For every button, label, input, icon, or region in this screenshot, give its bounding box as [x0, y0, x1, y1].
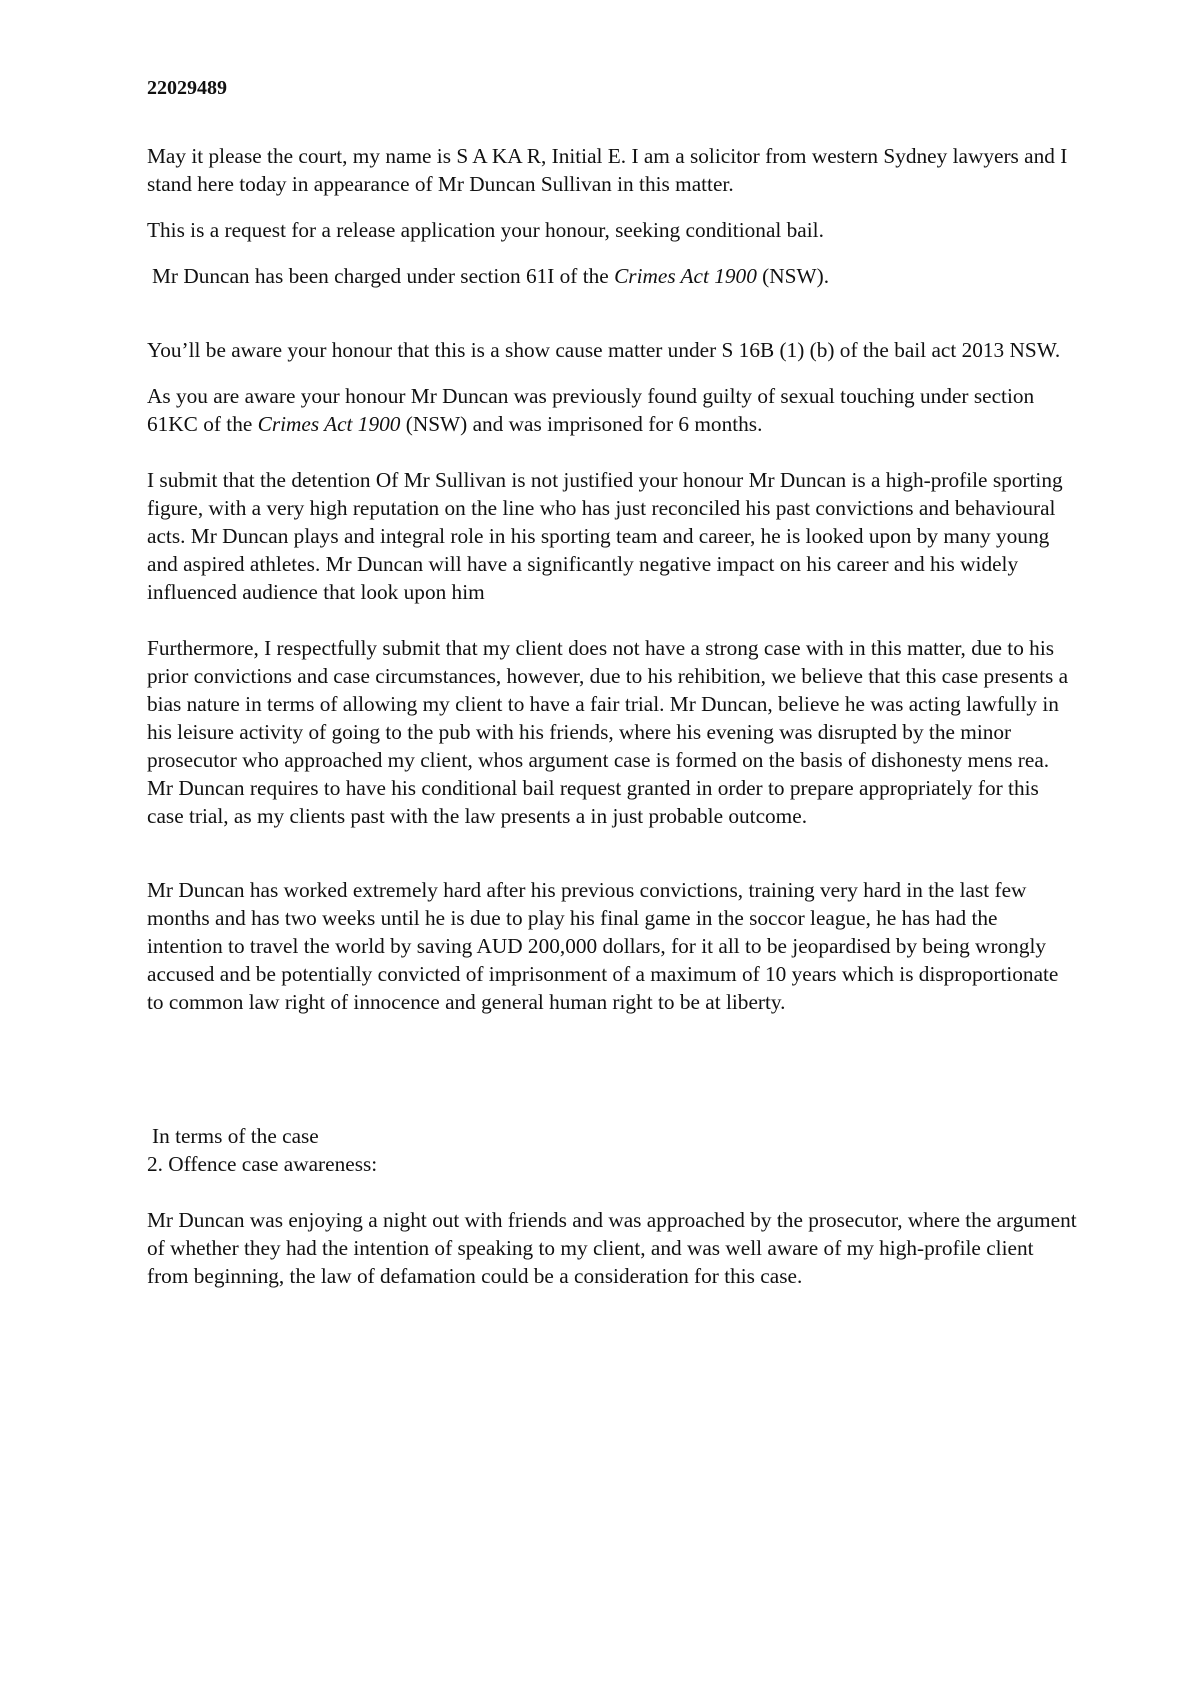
- document-id: 22029489: [147, 77, 227, 99]
- night-out-paragraph: Mr Duncan was enjoying a night out with friends and was approached by the prosecutor, where the argument of whether they had the intention of speaking to my client, and was well aware of my high-profile client from beginning, the law of defamation could be a consideration for this case.: [147, 1208, 1077, 1288]
- charge-text-after: (NSW).: [756, 264, 830, 288]
- document-page: [147, 74, 1077, 1290]
- charge-act-title: Crimes Act 1900: [614, 264, 757, 288]
- intro-paragraph: May it please the court, my name is S A KA R, Initial E. I am a solicitor from western Sydney lawyers and I stand here today in appearance of Mr Duncan Sullivan in this matter.: [147, 144, 1068, 196]
- prior-act-title: Crimes Act 1900: [257, 412, 401, 436]
- request-paragraph: This is a request for a release application your honour, seeking conditional bail.: [147, 218, 824, 242]
- show-cause-paragraph: You’ll be aware your honour that this is a show cause matter under S 16B (1) (b) of the bail act 2013 NSW.: [147, 338, 1061, 362]
- prior-text-before: As you are aware your honour Mr Duncan was previously found guilty of sexual touching under section 61KC of the: [147, 384, 1035, 436]
- worked-hard-paragraph: Mr Duncan has worked extremely hard after his previous convictions, training very hard in the last few months and has two weeks until he is due to play his final game in the soccor league, he has had the intention to travel the world by saving AUD 200,000 dollars, for it all to be jeopardised by being wrongly accused and be potentially convicted of imprisonment of a maximum of 10 years which is disproportionate to common law right of innocence and general human right to be at liberty.: [147, 878, 1059, 1014]
- offence-heading: 2. Offence case awareness:: [147, 1152, 378, 1176]
- detention-paragraph: I submit that the detention Of Mr Sullivan is not justified your honour Mr Duncan is a high-profile sporting figure, with a very high reputation on the line who has just reconciled his past convictions and behavioural acts. Mr Duncan plays and integral role in his sporting team and career, he is looked upon by many young and aspired athletes. Mr Duncan will have a significantly negative impact on his career and his widely influenced audience that look upon him: [147, 468, 1063, 604]
- furthermore-paragraph: Furthermore, I respectfully submit that my client does not have a strong case with in this matter, due to his prior convictions and case circumstances, however, due to his rehibition, we believe that this case presents a bias nature in terms of allowing my client to have a fair trial. Mr Duncan, believe he was acting lawfully in his leisure activity of going to the pub with his friends, where his evening was disrupted by the minor prosecutor who approached my client, whos argument case is formed on the basis of dishonesty mens rea. Mr Duncan requires to have his conditional bail request granted in order to prepare appropriately for this case trial, as my clients past with the law presents a in just probable outcome.: [147, 636, 1069, 828]
- charge-text-before: Mr Duncan has been charged under section 61I of the: [152, 264, 615, 288]
- prior-text-after: (NSW) and was imprisoned for 6 months.: [400, 412, 763, 436]
- charge-paragraph: [147, 262, 1077, 290]
- prior-conviction-paragraph: [147, 382, 1077, 438]
- in-terms-line: In terms of the case: [152, 1124, 319, 1148]
